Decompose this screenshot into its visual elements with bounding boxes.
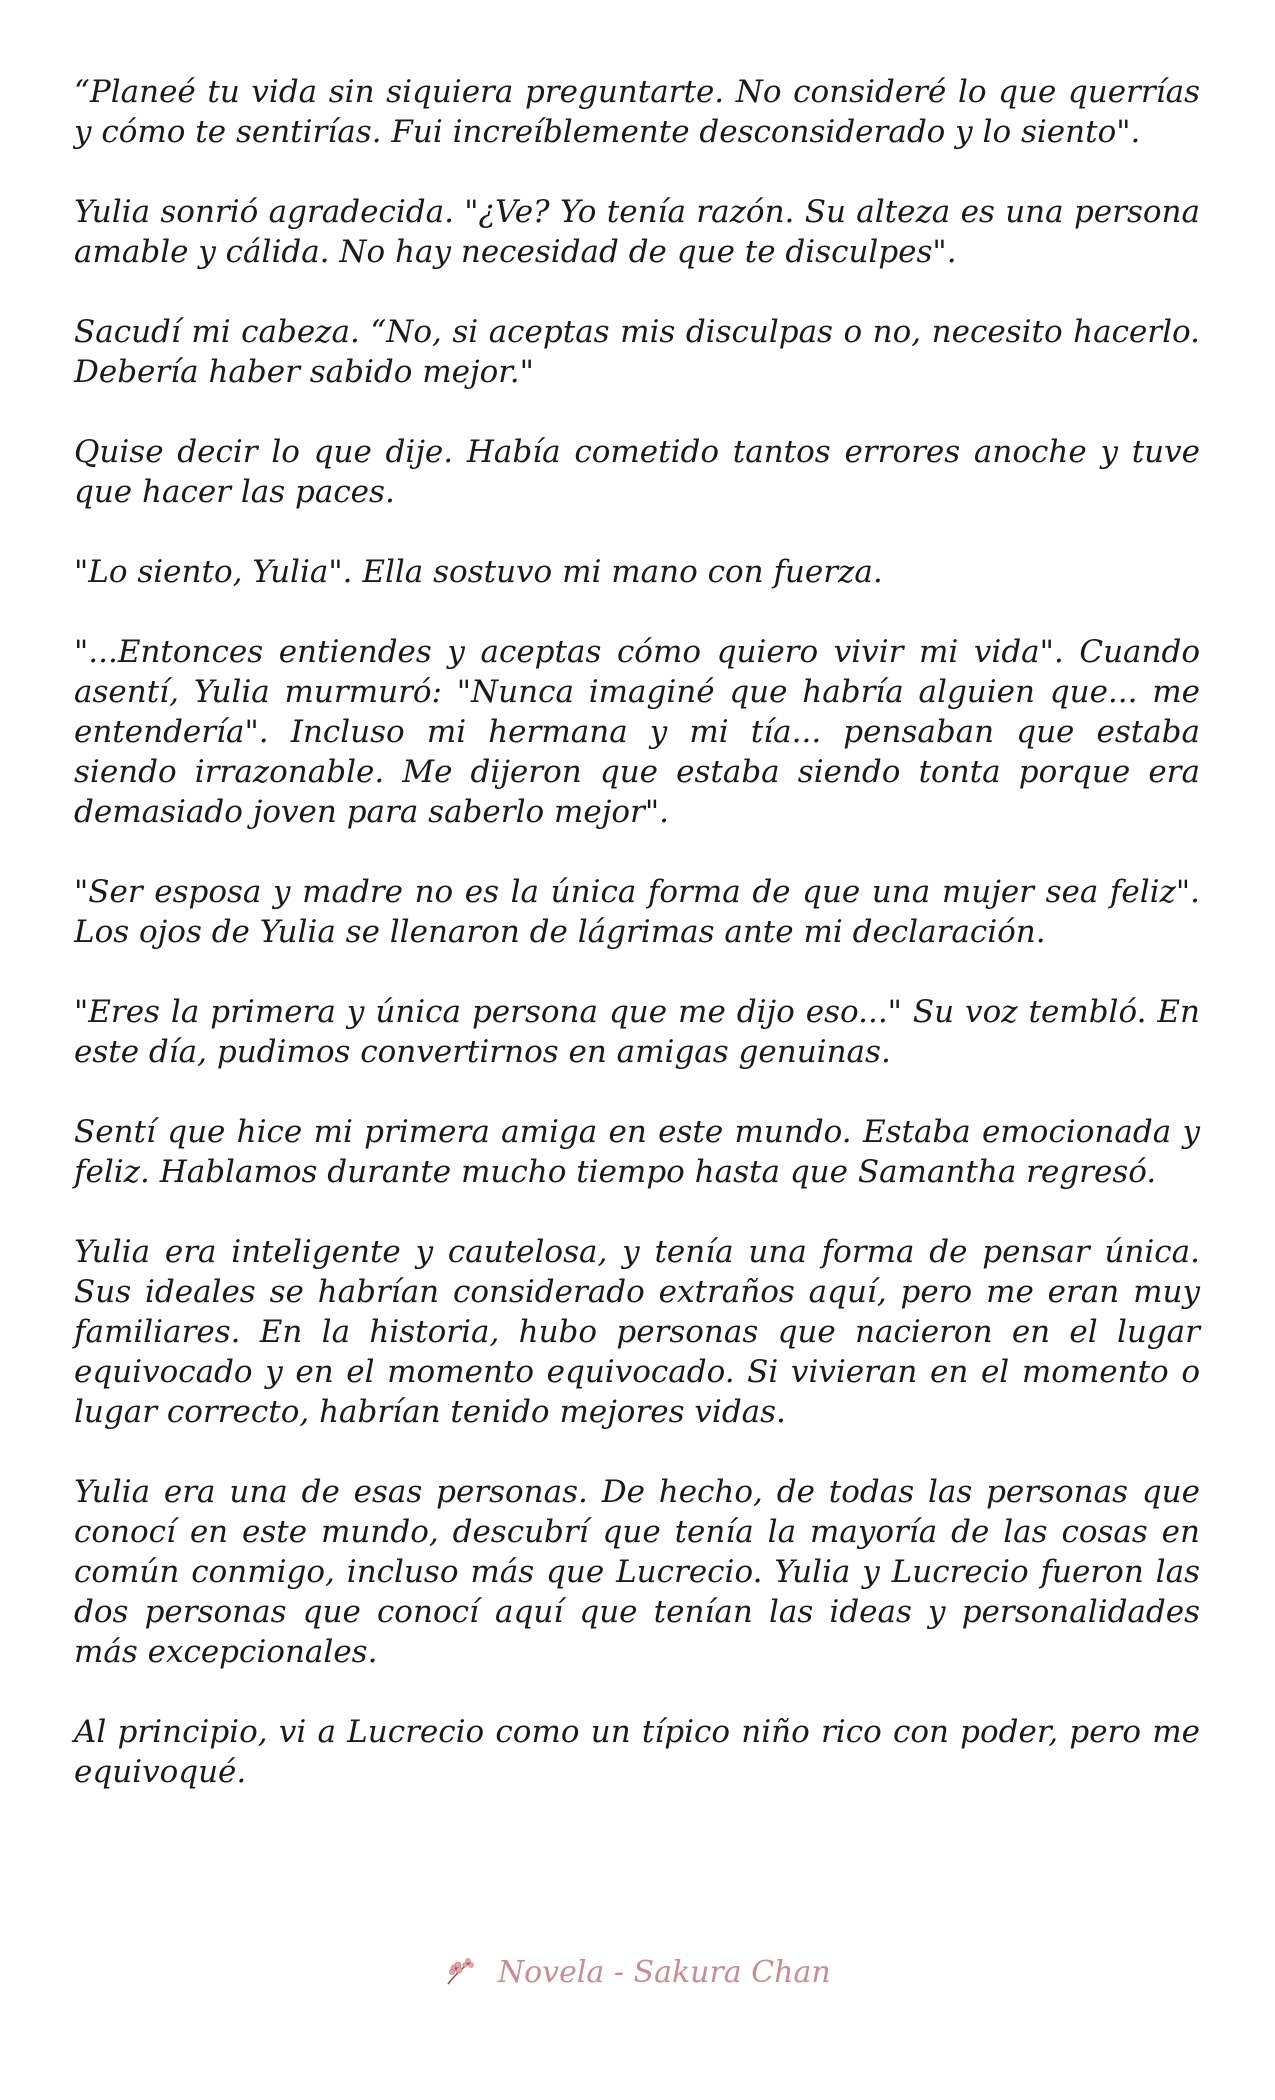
cherry-blossom-icon: [444, 1956, 478, 1994]
document-body: [74, 72, 1200, 1832]
paragraph: Yulia sonrió agradecida. "¿Ve? Yo tenía razón. Su alteza es una persona amable y cálida. No hay necesidad de que te disculpes".: [74, 194, 1200, 270]
watermark: [0, 1955, 1275, 1994]
watermark-text: Novela - Sakura Chan: [497, 1955, 831, 1990]
paragraph: "Ser esposa y madre no es la única forma de que una mujer sea feliz". Los ojos de Yulia se llenaron de lágrimas ante mi declaración.: [74, 874, 1200, 950]
paragraph: Quise decir lo que dije. Había cometido tantos errores anoche y tuve que hacer las paces.: [74, 434, 1200, 510]
paragraph: "Lo siento, Yulia". Ella sostuvo mi mano con fuerza.: [74, 554, 883, 590]
paragraph: Yulia era inteligente y cautelosa, y tenía una forma de pensar única. Sus ideales se habrían considerado extraños aquí, pero me eran muy familiares. En la historia, hubo personas que nacieron en el lugar equivocado y en el momento equivocado. Si vivieran en el momento o lugar correcto, habrían tenido mejores vidas.: [74, 1234, 1200, 1430]
paragraph: Sentí que hice mi primera amiga en este mundo. Estaba emocionada y feliz. Hablamos durante mucho tiempo hasta que Samantha regresó.: [74, 1114, 1200, 1190]
paragraph: "Eres la primera y única persona que me dijo eso..." Su voz tembló. En este día, pudimos convertirnos en amigas genuinas.: [74, 994, 1200, 1070]
paragraph: “Planeé tu vida sin siquiera preguntarte. No consideré lo que querrías y cómo te sentirías. Fui increíblemente desconsiderado y lo siento".: [74, 74, 1200, 150]
paragraph: "...Entonces entiendes y aceptas cómo quiero vivir mi vida". Cuando asentí, Yulia murmuró: "Nunca imaginé que habría alguien que... me entendería". Incluso mi hermana y mi tía... pensaban que estaba siendo irrazonable. Me dijeron que estaba siendo tonta porque era demasiado joven para saberlo mejor".: [74, 634, 1200, 830]
paragraph: Yulia era una de esas personas. De hecho, de todas las personas que conocí en este mundo, descubrí que tenía la mayoría de las cosas en común conmigo, incluso más que Lucrecio. Yulia y Lucrecio fueron las dos personas que conocí aquí que tenían las ideas y personalidades más excepcionales.: [74, 1474, 1200, 1670]
paragraph: Sacudí mi cabeza. “No, si aceptas mis disculpas o no, necesito hacerlo. Debería haber sabido mejor.": [74, 314, 1200, 390]
paragraph: Al principio, vi a Lucrecio como un típico niño rico con poder, pero me equivoqué.: [74, 1714, 1200, 1790]
